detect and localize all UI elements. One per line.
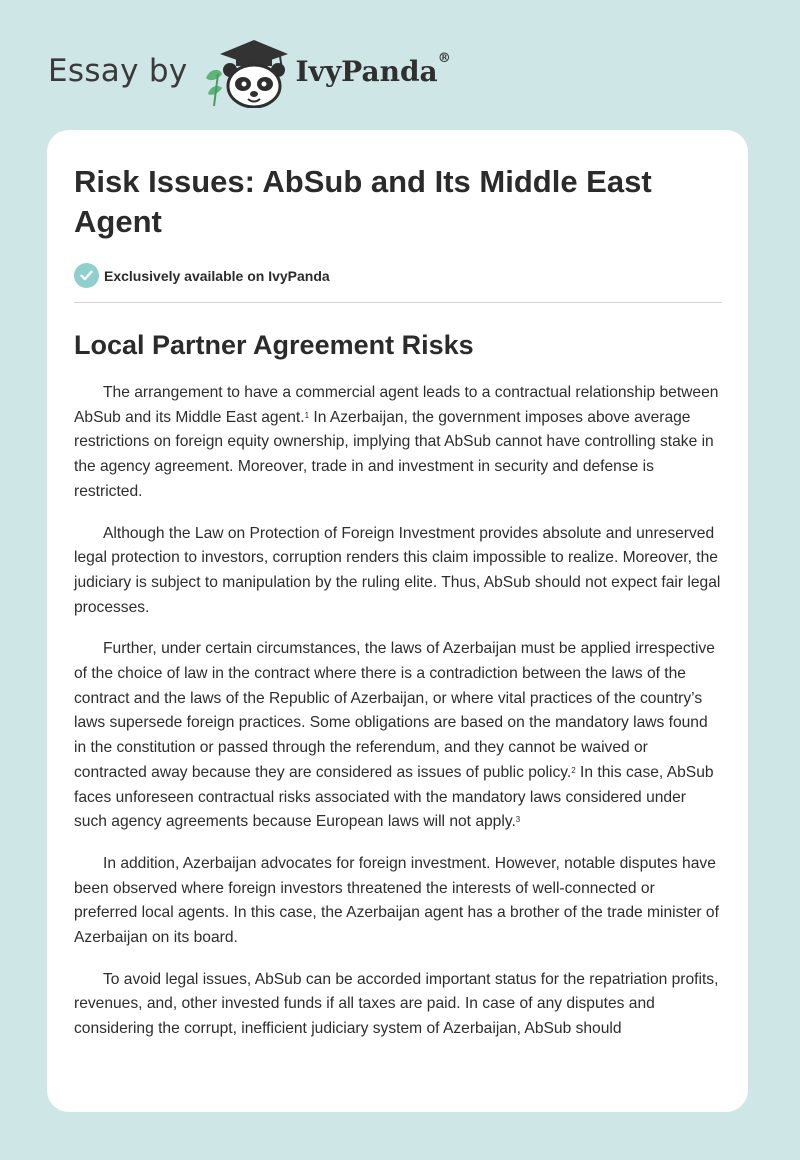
paragraph: To avoid legal issues, AbSub can be accorded important status for the repatriation profits, revenues, and, other invested funds if all taxes are paid. In case of any disputes and considering the corrupt, inefficient judiciary system of Azerbaijan, AbSub should (74, 970, 719, 1038)
brand-name: IvyPanda® (295, 50, 451, 88)
footnote-ref: 2 (571, 765, 576, 775)
site-header (48, 34, 451, 108)
paragraph: Further, under certain circumstances, the laws of Azerbaijan must be applied irrespective of the choice of law in the contract where there is a contradiction between the laws of the contract and the laws of the Republic of Azerbaijan, or where vital practices of the country’s laws supersede foreign practices. Some obligations are based on the mandatory laws found in the constitution or passed through the referendum, and they cannot be waived or contracted away because they are considered as issues of public policy.$^2$ In this case, AbSub faces unforeseen contractual risks associated with the mandatory laws considered under such agency agreements because European laws will not apply.$^3$ (74, 640, 715, 831)
divider (74, 302, 722, 303)
footnote-ref: 3 (515, 815, 521, 825)
paragraph: The arrangement to have a commercial agent leads to a contractual relationship between AbSub and its Middle East agent.$^1$ In Azerbaijan, the government imposes above average restrictions on foreign equity ownership, implying that AbSub cannot have controlling stake in the agency agreement. Moreover, trade in and investment in security and defense is restricted. (74, 384, 719, 500)
badge-text: Exclusively available on IvyPanda (104, 267, 330, 284)
article-body (74, 381, 722, 1042)
footnote-ref: 1 (304, 410, 310, 420)
section-heading: Local Partner Agreement Risks (74, 330, 474, 360)
checkmark-icon (74, 263, 99, 288)
paragraph: Although the Law on Protection of Foreign Investment provides absolute and unreserved legal protection to investors, corruption renders this claim impossible to realize. Moreover, the judiciary is subject to manipulation by the ruling elite. Thus, AbSub should not expect fair legal processes. (74, 524, 721, 616)
exclusive-badge (74, 263, 722, 288)
essay-by-label: Essay by (48, 53, 188, 89)
panda-logo-icon (200, 34, 290, 108)
essay-card (47, 130, 748, 1112)
page-title: Risk Issues: AbSub and Its Middle East Agent (74, 164, 652, 239)
paragraph: In addition, Azerbaijan advocates for foreign investment. However, notable disputes have been observed where foreign investors threatened the interests of well-connected or preferred local agents. In this case, the Azerbaijan agent has a brother of the trade minister of Azerbaijan on its board. (74, 854, 719, 947)
